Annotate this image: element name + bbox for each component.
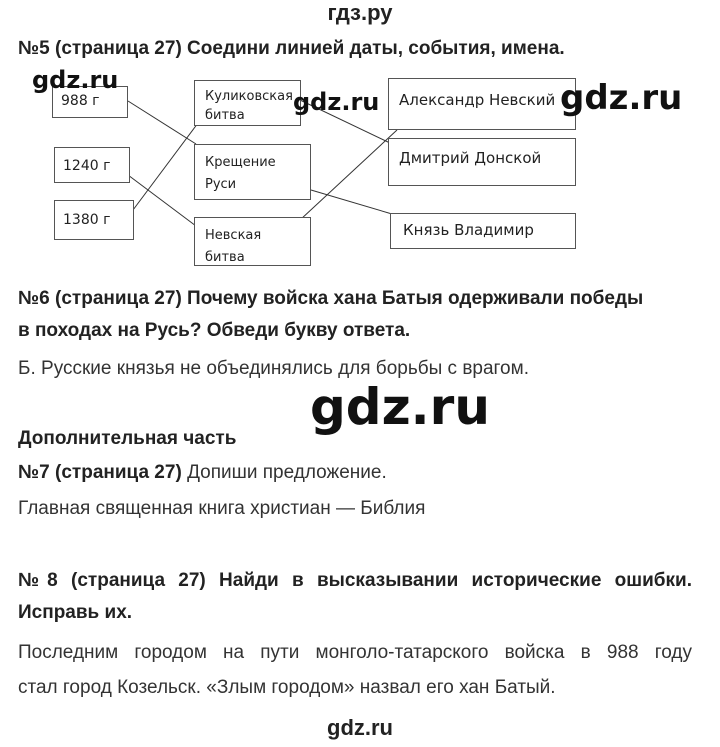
line-988-baptism bbox=[128, 101, 196, 144]
event-box-kulikovo[interactable] bbox=[194, 80, 301, 126]
date-box-1380[interactable] bbox=[54, 200, 134, 240]
event-label-line2: битва bbox=[205, 250, 245, 265]
event-label-line1: Куликовская bbox=[205, 89, 293, 104]
task8-answer-line2: стал город Козельск. «Злым городом» назвал его хан Батый. bbox=[18, 677, 556, 698]
line-1240-neva bbox=[128, 175, 196, 226]
task7-heading bbox=[18, 462, 387, 484]
task8-answer-line1: Последним городом на пути монголо-татарского войска в 988 году bbox=[18, 642, 692, 663]
site-footer: gdz.ru bbox=[327, 715, 393, 740]
extra-part-heading: Дополнительная часть bbox=[18, 428, 237, 449]
event-label-line2: битва bbox=[205, 108, 245, 123]
date-label: 988 г bbox=[61, 93, 100, 109]
site-header: гдз.ру bbox=[327, 0, 393, 25]
name-label: Князь Владимир bbox=[403, 221, 534, 239]
date-label: 1380 г bbox=[63, 212, 111, 228]
task6-title-line1: №6 (страница 27) Почему войска хана Батыя одерживали победы bbox=[18, 288, 644, 309]
task8-title-line1: №8 (страница 27) Найди в высказывании исторические ошибки. bbox=[18, 570, 692, 591]
event-label-line1: Невская bbox=[205, 228, 262, 243]
date-label: 1240 г bbox=[63, 158, 111, 174]
task6-title-line2: в походах на Русь? Обведи букву ответа. bbox=[18, 320, 411, 341]
task5-title: №5 (страница 27) Соедини линией даты, события, имена. bbox=[18, 38, 565, 59]
task7-prompt: Допиши предложение. bbox=[187, 462, 387, 483]
name-box-donskoy[interactable] bbox=[388, 138, 576, 186]
event-label-line2: Руси bbox=[205, 177, 237, 192]
name-label: Александр Невский bbox=[399, 91, 556, 109]
task6-answer: Б. Русские князья не объединялись для борьбы с врагом. bbox=[18, 358, 529, 379]
name-box-nevsky[interactable] bbox=[388, 78, 576, 130]
event-label-line1: Крещение bbox=[205, 155, 276, 170]
name-label: Дмитрий Донской bbox=[399, 149, 542, 167]
task7-answer: Главная священная книга христиан — Библия bbox=[18, 498, 426, 519]
line-neva-nevsky bbox=[300, 130, 397, 220]
name-box-vladimir[interactable] bbox=[390, 213, 576, 249]
line-1380-kulikovo bbox=[133, 123, 198, 210]
watermark: gdz.ru bbox=[32, 66, 119, 94]
watermark: gdz.ru bbox=[293, 88, 380, 116]
event-box-neva[interactable] bbox=[194, 217, 311, 266]
date-box-1240[interactable] bbox=[54, 147, 130, 183]
watermark: gdz.ru bbox=[560, 78, 683, 118]
watermark-large: gdz.ru bbox=[310, 378, 490, 436]
event-box-baptism[interactable] bbox=[194, 144, 311, 200]
task8-title-line2: Исправь их. bbox=[18, 602, 133, 623]
task7-title: №7 (страница 27) bbox=[18, 462, 182, 483]
line-baptism-vladimir bbox=[311, 190, 392, 214]
